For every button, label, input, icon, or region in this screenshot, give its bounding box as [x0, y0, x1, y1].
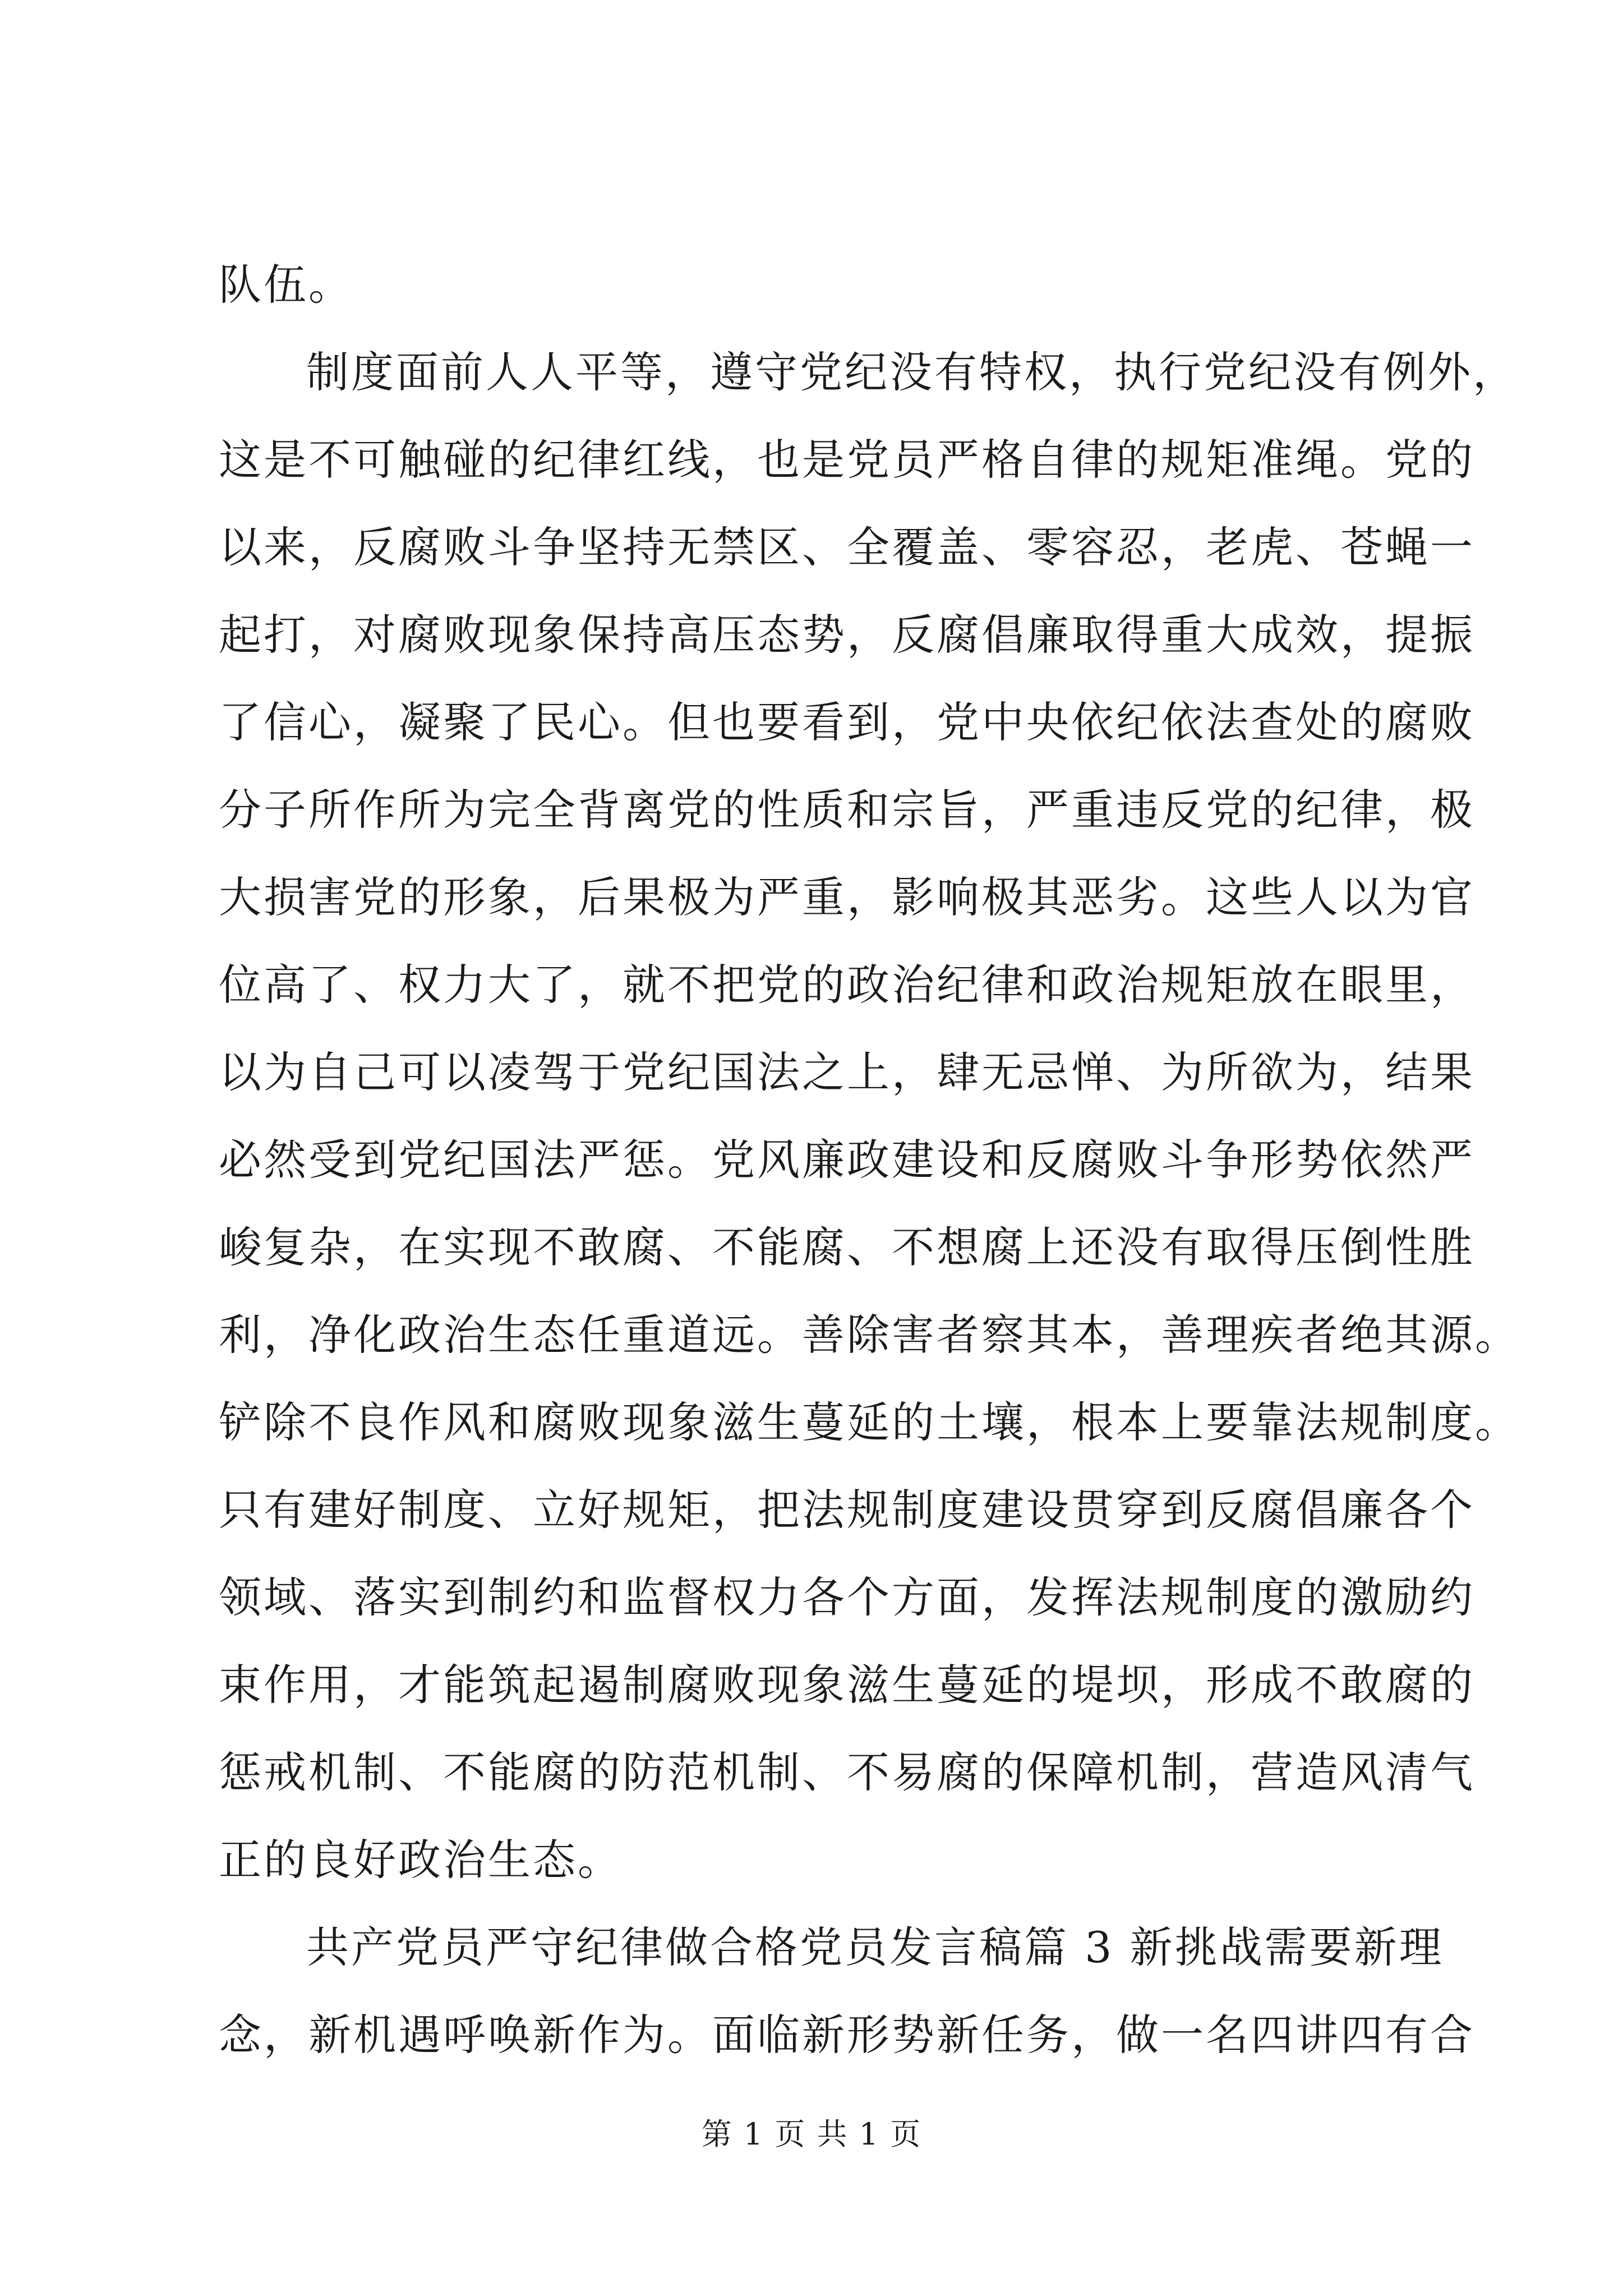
- text-line: 铲除不良作风和腐败现象滋生蔓延的土壤，根本上要靠法规制度。: [219, 1397, 1520, 1447]
- text-line: 队伍。: [219, 260, 353, 310]
- text-line: 共产党员严守纪律做合格党员发言稿篇 3 新挑战需要新理: [306, 1922, 1444, 1972]
- text-line: 以为自己可以凌驾于党纪国法之上，肆无忌惮、为所欲为，结果: [219, 1047, 1475, 1097]
- page-footer: [0, 2115, 1623, 2154]
- text-line: 起打，对腐败现象保持高压态势，反腐倡廉取得重大成效，提振: [219, 610, 1475, 660]
- text-line: 惩戒机制、不能腐的防范机制、不易腐的保障机制，营造风清气: [219, 1747, 1475, 1797]
- text-line: 正的良好政治生态。: [219, 1835, 623, 1885]
- text-line: 必然受到党纪国法严惩。党风廉政建设和反腐败斗争形势依然严: [219, 1135, 1475, 1185]
- text-line: 以来，反腐败斗争坚持无禁区、全覆盖、零容忍，老虎、苍蝇一: [219, 522, 1475, 572]
- text-line: 制度面前人人平等，遵守党纪没有特权，执行党纪没有例外，: [306, 347, 1518, 397]
- text-line: 只有建好制度、立好规矩，把法规制度建设贯穿到反腐倡廉各个: [219, 1485, 1475, 1535]
- text-line: 利，净化政治生态任重道远。善除害者察其本，善理疾者绝其源。: [219, 1310, 1520, 1360]
- text-line: 分子所作所为完全背离党的性质和宗旨，严重违反党的纪律，极: [219, 785, 1475, 835]
- text-line: 了信心，凝聚了民心。但也要看到，党中央依纪依法查处的腐败: [219, 697, 1475, 747]
- text-line: 领域、落实到制约和监督权力各个方面，发挥法规制度的激励约: [219, 1572, 1475, 1622]
- text-line: 束作用，才能筑起遏制腐败现象滋生蔓延的堤坝，形成不敢腐的: [219, 1660, 1475, 1710]
- text-line: 峻复杂，在实现不敢腐、不能腐、不想腐上还没有取得压倒性胜: [219, 1222, 1475, 1272]
- text-line: 大损害党的形象，后果极为严重，影响极其恶劣。这些人以为官: [219, 872, 1475, 922]
- text-line: 念，新机遇呼唤新作为。面临新形势新任务，做一名四讲四有合: [219, 2010, 1475, 2060]
- page-number-label: 第 1 页 共 1 页: [701, 2116, 922, 2152]
- document-body: [219, 241, 1520, 2079]
- text-line: 位高了、权力大了，就不把党的政治纪律和政治规矩放在眼里，: [219, 960, 1475, 1010]
- text-line: 这是不可触碰的纪律红线，也是党员严格自律的规矩准绳。党的: [219, 435, 1475, 485]
